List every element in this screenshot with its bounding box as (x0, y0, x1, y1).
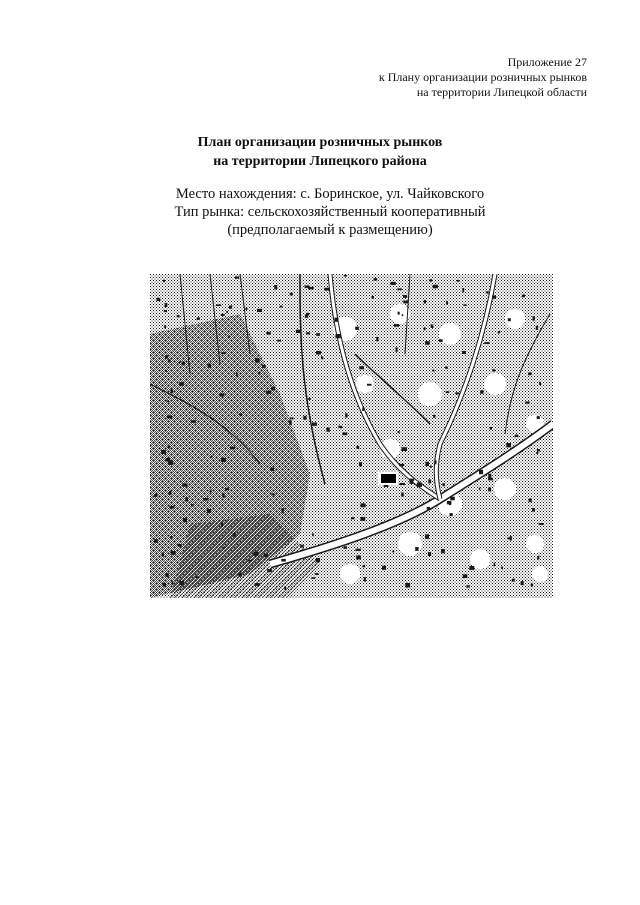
map-building (536, 452, 538, 454)
map-building (425, 341, 430, 345)
map-building (359, 366, 364, 369)
map-building (339, 426, 343, 429)
map-building (417, 483, 422, 487)
map-building (281, 508, 284, 510)
map-building (391, 282, 396, 285)
map-building (439, 339, 443, 342)
map-building (480, 390, 483, 394)
title-line-2: на территории Липецкого района (213, 154, 427, 169)
map-building (239, 413, 242, 415)
map-building (528, 373, 532, 376)
map-building (164, 325, 166, 329)
map-building (258, 372, 260, 375)
map-building (191, 420, 196, 422)
map-building (171, 389, 174, 393)
map-building (397, 431, 399, 433)
map-building (305, 314, 308, 318)
map-building (506, 443, 511, 447)
map-building (351, 517, 355, 519)
map-building (326, 428, 329, 432)
map-building (355, 549, 360, 551)
map-building (300, 545, 304, 548)
map-building (463, 574, 468, 578)
map-building (462, 351, 466, 354)
map-building (425, 534, 429, 538)
map-building (494, 563, 496, 567)
map-building (167, 415, 172, 418)
market-note: (предполагаемый к размещению) (227, 222, 433, 238)
map-building (362, 407, 364, 411)
map-building (507, 538, 510, 540)
map-building (508, 318, 511, 321)
map-building (446, 301, 448, 305)
map-building (521, 581, 524, 585)
map-building (266, 391, 271, 394)
map-building (315, 573, 319, 575)
map-building (428, 552, 431, 556)
document-title (0, 133, 640, 171)
map-building (488, 474, 491, 478)
map-building (456, 392, 460, 394)
map-building (233, 533, 236, 537)
map-building (166, 400, 169, 402)
map-building (469, 566, 474, 570)
map-building (305, 286, 310, 288)
map-building (400, 483, 405, 485)
map-building (532, 508, 535, 512)
map-building (479, 488, 481, 491)
map-building (262, 365, 266, 368)
map-building (179, 362, 181, 364)
map-building (344, 275, 347, 277)
map-building (162, 553, 164, 557)
map-building (484, 342, 489, 344)
map-building (316, 333, 320, 336)
map-building (166, 370, 168, 372)
map-building (280, 305, 283, 307)
map-building (179, 581, 184, 585)
map-building (492, 369, 495, 371)
map-building (532, 316, 535, 320)
map-building (222, 493, 225, 497)
map-building (168, 359, 171, 362)
map-building (166, 458, 171, 461)
map-building (381, 522, 384, 524)
map-building (246, 308, 248, 310)
map-building (170, 536, 172, 538)
map-building (182, 362, 185, 366)
map-building (402, 314, 404, 316)
map-building (394, 324, 399, 327)
map-building (255, 583, 260, 586)
title-line-1: План организации розничных рынков (197, 135, 443, 150)
map-building (431, 325, 434, 329)
map-building (255, 358, 260, 362)
map-building (525, 401, 529, 403)
map-building (165, 355, 168, 358)
map-building (446, 391, 450, 393)
map-building (164, 310, 167, 312)
map-building (221, 522, 223, 527)
map-building (223, 547, 225, 549)
map-building (316, 558, 320, 562)
map-building (405, 583, 410, 588)
appendix-region: на территории Липецкой области (416, 85, 587, 99)
appendix-number: Приложение 27 (507, 55, 587, 69)
map-building (403, 295, 407, 298)
map-building (290, 293, 293, 296)
map-building (179, 382, 184, 386)
map-building (235, 277, 239, 279)
map-building (208, 364, 211, 368)
map-building (361, 503, 366, 507)
map-building (488, 478, 493, 481)
map-building (449, 502, 451, 505)
map-building (426, 462, 430, 466)
map-image (150, 274, 553, 598)
map-building (501, 567, 503, 570)
map-building (398, 288, 402, 290)
map-building (403, 301, 408, 304)
map-building (211, 455, 213, 457)
map-building (401, 493, 403, 497)
map-building (355, 327, 359, 330)
map-building (342, 433, 347, 436)
map-building (316, 351, 321, 355)
map-building (345, 413, 347, 418)
map-building (169, 506, 174, 509)
map-building (238, 573, 241, 577)
map-building (402, 447, 408, 451)
map-building (373, 278, 377, 281)
map-building (442, 483, 444, 486)
map-building (537, 556, 539, 560)
map-building (372, 296, 374, 299)
map-building (226, 311, 228, 313)
map-building (271, 387, 275, 391)
map-building (367, 384, 372, 386)
map-building (335, 318, 339, 322)
map-building (312, 422, 317, 425)
map-building (409, 479, 414, 481)
map-building (210, 490, 212, 493)
map-building (424, 327, 426, 330)
map-building (157, 298, 161, 301)
map-building (357, 446, 360, 449)
map-building (177, 315, 180, 317)
map-building (376, 337, 378, 341)
map-building (463, 304, 466, 306)
map-building (429, 279, 432, 281)
map-building (539, 382, 541, 385)
map-building (445, 367, 448, 369)
map-building (236, 372, 238, 376)
map-building (433, 285, 438, 289)
map-building (321, 356, 323, 359)
map-building (382, 566, 386, 570)
map-building (457, 280, 460, 282)
map-building (161, 450, 166, 454)
location-map (150, 274, 553, 598)
map-building (498, 331, 501, 334)
map-building (228, 336, 230, 338)
map-building (168, 446, 171, 449)
map-building (203, 498, 208, 500)
map-building (248, 560, 252, 562)
map-building (336, 334, 341, 338)
map-building (220, 393, 225, 396)
map-building (303, 416, 306, 420)
map-building (537, 449, 540, 452)
market-type: Тип рынка: сельскохозяйственный кооперативный (174, 204, 486, 220)
map-building (356, 556, 361, 560)
map-building (393, 550, 395, 552)
map-building (399, 464, 404, 466)
map-building (229, 305, 232, 308)
map-building (274, 285, 277, 289)
map-building (171, 551, 176, 555)
map-building (221, 352, 226, 354)
map-building (183, 518, 187, 522)
map-building (163, 280, 165, 282)
map-building (264, 554, 268, 557)
map-building (441, 549, 445, 553)
map-building (396, 347, 398, 351)
map-building (529, 499, 532, 503)
map-building (432, 370, 435, 372)
map-building (434, 460, 436, 464)
map-building (216, 304, 221, 306)
map-building (433, 415, 435, 418)
map-building (178, 544, 182, 547)
map-building (290, 418, 294, 420)
map-building (277, 340, 281, 342)
map-building (427, 507, 430, 510)
map-building (311, 577, 315, 579)
map-building (424, 300, 426, 304)
map-building (253, 552, 258, 556)
appendix-header (379, 55, 587, 100)
map-building (154, 494, 157, 497)
map-building (169, 491, 171, 495)
map-building (428, 479, 431, 483)
map-building (486, 291, 489, 293)
map-building (230, 447, 235, 450)
map-building (324, 288, 329, 291)
map-building (306, 332, 310, 334)
map-building (289, 420, 292, 424)
map-building (515, 435, 519, 438)
map-building (188, 363, 190, 365)
map-building (225, 488, 229, 491)
map-building (415, 547, 418, 551)
map-building (490, 427, 492, 430)
appendix-reference: к Плану организации розничных рынков (378, 70, 587, 84)
map-building (185, 497, 188, 501)
map-building (296, 330, 300, 333)
map-building (221, 314, 225, 316)
map-building (466, 585, 469, 587)
map-building (207, 509, 211, 513)
map-building (267, 569, 272, 572)
map-building (257, 309, 262, 312)
map-building (271, 493, 274, 495)
map-building (492, 295, 496, 298)
map-building (308, 398, 310, 400)
map-building (163, 583, 166, 587)
map-building (364, 577, 366, 581)
map-building (522, 295, 525, 298)
map-building (531, 584, 533, 587)
market-location-marker (381, 474, 396, 483)
map-building (168, 461, 173, 465)
map-building (398, 312, 400, 315)
map-building (344, 546, 347, 549)
map-building (536, 326, 538, 330)
map-building (197, 317, 200, 320)
map-building (462, 288, 464, 292)
market-details (0, 185, 640, 239)
map-building (430, 466, 432, 468)
map-building (512, 579, 515, 582)
map-building (360, 517, 365, 521)
map-building (479, 470, 483, 474)
map-building (312, 533, 314, 536)
map-building (281, 559, 286, 562)
map-building (450, 497, 455, 501)
map-building (284, 586, 286, 590)
map-building (537, 416, 540, 419)
map-building (267, 332, 271, 335)
map-building (359, 462, 362, 466)
map-building (166, 573, 169, 577)
map-building (172, 581, 174, 585)
map-building (182, 484, 187, 487)
map-building (165, 303, 168, 307)
map-building (539, 523, 544, 525)
map-building (450, 513, 453, 516)
map-building (195, 576, 199, 578)
map-building (221, 458, 226, 462)
map-building (488, 487, 491, 491)
market-location: Место нахождения: с. Боринское, ул. Чайковского (175, 186, 485, 202)
map-building (363, 565, 365, 567)
map-building (191, 504, 194, 506)
map-building (154, 539, 158, 543)
map-building (270, 467, 274, 471)
